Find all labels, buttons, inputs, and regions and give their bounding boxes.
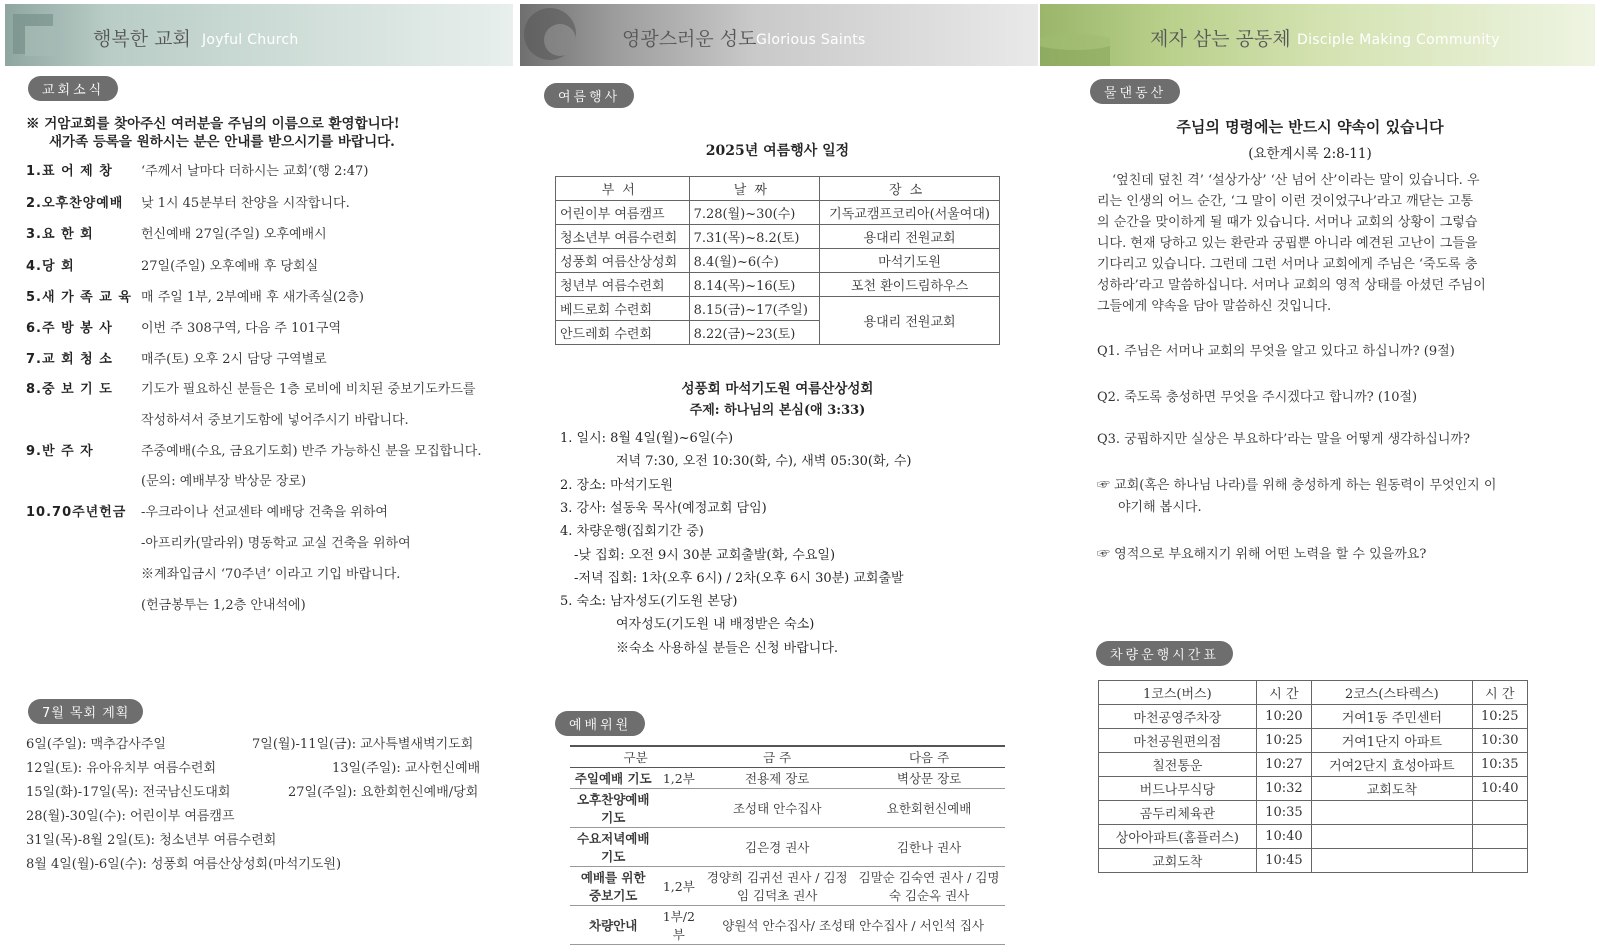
paragraph-line: 기다리고 있습니다. 그런데 그런 서머나 교회에게 주님은 ‘죽도록 충 [1097, 257, 1478, 272]
retreat-line: ※숙소 사용하실 분들은 신청 바랍니다. [616, 640, 839, 656]
table-cell: 8.4(월)~6(수) [689, 249, 820, 273]
table-cell [1312, 801, 1472, 825]
news-item-text: 주중예배(수요, 금요기도회) 반주 가능하신 분을 모집합니다. [141, 444, 482, 459]
news-item-label: 7.교 회 청 소 [26, 352, 113, 367]
table-row [570, 906, 1005, 945]
retreat-line: 2. 장소: 마석기도원 [560, 477, 673, 493]
table-cell: 베드로회 수련회 [556, 297, 690, 321]
table-cell: 청소년부 여름수련회 [556, 225, 690, 249]
table-cell: 10:25 [1472, 705, 1527, 729]
table-row [1099, 801, 1528, 825]
news-item-text: (헌금봉투는 1,2층 안내석에) [141, 598, 306, 613]
plan-item: 12일(토): 유아유치부 여름수련회 [26, 761, 217, 776]
table-header: 다음 주 [853, 746, 1005, 768]
table-cell: 마천공원편의점 [1099, 729, 1257, 753]
table-cell: 오후찬양예배 기도 [570, 789, 656, 828]
pointing-hand-icon: ☞ [1097, 547, 1115, 562]
table-cell: 벽상문 장로 [853, 768, 1005, 789]
news-item-label: 2.오후찬양예배 [26, 196, 124, 211]
retreat-line: -저녁 집회: 1차(오후 6시) / 2차(오후 6시 30분) 교회출발 [574, 570, 904, 586]
banner-title: 영광스러운 성도 [622, 28, 757, 50]
retreat-line: 4. 차량운행(집회기간 중) [560, 524, 704, 540]
table-cell [1472, 801, 1527, 825]
news-item-label: 3.요 한 회 [26, 227, 94, 242]
news-item-text: 낮 1시 45분부터 찬양을 시작합니다. [141, 196, 350, 211]
section-pill-church-news: 교회소식 [28, 76, 118, 101]
table-header: 2코스(스타렉스) [1312, 681, 1472, 705]
table-cell: 7.28(월)~30(수) [689, 201, 820, 225]
section-pill-summer-events: 여름행사 [544, 83, 634, 108]
plan-item: 6일(주일): 맥추감사주일 [26, 737, 166, 752]
table-row [570, 768, 1005, 789]
plan-item: 8월 4일(월)-6일(수): 성풍회 여름산상성회(마석기도원) [26, 857, 342, 872]
table-cell: 7.31(목)~8.2(토) [689, 225, 820, 249]
news-item-text: 이번 주 308구역, 다음 주 101구역 [141, 321, 342, 336]
table-row [570, 828, 1005, 867]
paragraph-line: ‘엎친데 덮친 격’ ‘설상가상’ ‘산 넘어 산’이라는 말이 있습니다. 우 [1112, 173, 1480, 188]
discussion-2 [1097, 543, 1426, 562]
table-cell: 요한회헌신예배 [853, 789, 1005, 828]
photo-icon [5, 4, 75, 66]
question-1: Q1. 주님은 서머나 교회의 무엇을 알고 있다고 하십니까? (9절) [1097, 344, 1455, 359]
summer-schedule-table [555, 176, 1000, 345]
discussion-1-cont: 야기해 봅시다. [1118, 500, 1202, 515]
question-3: Q3. 궁핍하지만 실상은 부요하다’라는 말을 어떻게 생각하십니까? [1097, 432, 1470, 447]
news-item-label: 4.당 회 [26, 259, 75, 274]
welcome-line-1: ※ 거암교회를 찾아주신 여러분을 주님의 이름으로 환영합니다! [26, 116, 400, 132]
retreat-line: 저녁 7:30, 오전 10:30(화, 수), 새벽 05:30(화, 수) [616, 454, 912, 470]
table-cell: 수요저녁예배 기도 [570, 828, 656, 867]
table-row [570, 789, 1005, 828]
news-item [26, 255, 318, 274]
table-header: 금 주 [701, 746, 853, 768]
news-item [26, 532, 411, 551]
table-row [1099, 825, 1528, 849]
banner-subtitle: Joyful Church [202, 32, 299, 48]
table-cell: 기독교캠프코리아(서울여대) [820, 201, 1000, 225]
table-cell: 1,2부 [656, 768, 701, 789]
table-cell: 거여1동 주민센터 [1312, 705, 1472, 729]
news-item-label: 8.중 보 기 도 [26, 382, 113, 397]
table-cell [1312, 849, 1472, 873]
news-item [26, 286, 364, 305]
banner-subtitle: Glorious Saints [756, 32, 866, 48]
news-item-text: 매 주일 1부, 2부예배 후 새가족실(2층) [141, 290, 365, 305]
schedule-title: 2025년 여름행사 일정 [705, 143, 850, 159]
table-row [556, 201, 1000, 225]
table-cell: 10:27 [1256, 753, 1311, 777]
photo-icon [1040, 4, 1110, 66]
table-cell: 10:20 [1256, 705, 1311, 729]
banner-subtitle: Disciple Making Community [1297, 32, 1500, 48]
table-cell: 교회도착 [1312, 777, 1472, 801]
pointing-hand-icon: ☞ [1097, 478, 1115, 493]
news-item-text: 27일(주일) 오후예배 후 당회실 [141, 259, 319, 274]
news-item [26, 160, 368, 179]
paragraph-line: 그들에게 약속을 담아 말씀하신 것입니다. [1097, 299, 1332, 314]
table-cell: 전용제 장로 [701, 768, 853, 789]
table-cell: 마석기도원 [820, 249, 1000, 273]
news-item-text: (문의: 예배부장 박상문 장로) [141, 474, 307, 489]
retreat-theme: 주제: 하나님의 본심(애 3:33) [689, 403, 866, 418]
table-cell: 곰두리체육관 [1099, 801, 1257, 825]
news-item-label: 9.반 주 자 [26, 444, 94, 459]
news-item-text: 기도가 필요하신 분들은 1층 로비에 비치된 중보기도카드를 [141, 382, 476, 397]
table-row [556, 249, 1000, 273]
table-cell: 10:40 [1256, 825, 1311, 849]
table-row [1099, 705, 1528, 729]
bus-schedule-table [1098, 680, 1528, 873]
table-cell: 8.15(금)~17(주일) [689, 297, 820, 321]
banner-title: 행복한 교회 [93, 28, 191, 50]
paragraph-line: 성하라’라고 말씀하십니다. 서머나 교회의 영적 상태를 아셨던 주님이 [1097, 278, 1486, 293]
table-cell: 8.22(금)~23(토) [689, 321, 820, 345]
table-header: 날짜 [689, 177, 820, 201]
table-cell: 10:35 [1472, 753, 1527, 777]
section-pill-bus-schedule: 차량운행시간표 [1096, 641, 1233, 666]
table-row [570, 867, 1005, 906]
news-item [26, 317, 341, 336]
table-cell: 양원석 안수집사/ 조성태 안수집사 / 서인석 집사 [701, 906, 1005, 945]
section-pill-july-plan: 7월 목회 계획 [28, 699, 143, 724]
devotion-title: 주님의 명령에는 반드시 약속이 있습니다 [1176, 118, 1444, 136]
retreat-title: 성풍회 마석기도원 여름산상성회 [681, 381, 874, 397]
news-item [26, 440, 481, 459]
retreat-line: 여자성도(기도원 내 배정받은 숙소) [616, 617, 815, 633]
table-cell: 주일예배 기도 [570, 768, 656, 789]
news-item-text: 매주(토) 오후 2시 담당 구역별로 [141, 352, 327, 367]
table-row [1099, 729, 1528, 753]
table-row [1099, 777, 1528, 801]
paragraph-line: 의 순간을 맞이하게 될 때가 있습니다. 서머나 교회의 상황이 그렇습 [1097, 215, 1478, 230]
news-item-text: -아프리카(말라위) 명동학교 교실 건축을 위하여 [141, 536, 411, 551]
paragraph-line: 리는 인생의 어느 순간, ‘그 말이 이런 것이었구나’라고 깨닫는 고통 [1097, 194, 1474, 209]
table-cell: 버드나무식당 [1099, 777, 1257, 801]
welcome-line-2: 새가족 등록을 원하시는 분은 안내를 받으시기를 바랍니다. [49, 134, 395, 150]
news-item-text: 작성하셔서 중보기도함에 넣어주시기 바랍니다. [141, 413, 409, 428]
news-item-text: ※계좌입금시 ‘70주년’ 이라고 기입 바랍니다. [141, 567, 401, 582]
table-cell: 성풍회 여름산상성회 [556, 249, 690, 273]
news-item-label: 10.70주년헌금 [26, 505, 127, 520]
banner-disciple-community [1040, 4, 1595, 66]
table-cell [1472, 849, 1527, 873]
table-cell: 10:30 [1472, 729, 1527, 753]
retreat-line: 5. 숙소: 남자성도(기도원 본당) [560, 594, 738, 610]
table-cell: 김은경 권사 [701, 828, 853, 867]
news-item [26, 409, 409, 428]
retreat-line: -낮 집회: 오전 9시 30분 교회출발(화, 수요일) [574, 547, 836, 563]
banner-title: 제자 삼는 공동체 [1150, 28, 1291, 50]
news-item-label: 6.주 방 봉 사 [26, 321, 113, 336]
table-cell: 거여2단지 효성아파트 [1312, 753, 1472, 777]
plan-item: 7일(월)-11일(금): 교사특별새벽기도회 [252, 737, 474, 752]
table-cell: 거여1단지 아파트 [1312, 729, 1472, 753]
table-cell: 8.14(목)~16(토) [689, 273, 820, 297]
table-cell: 상아아파트(홈플러스) [1099, 825, 1257, 849]
plan-item: 15일(화)-17일(목): 전국남신도대회 [26, 785, 231, 800]
table-cell: 교회도착 [1099, 849, 1257, 873]
table-cell: 용대리 전원교회 [820, 297, 1000, 345]
section-pill-watered-garden: 물댄동산 [1090, 79, 1180, 104]
table-cell: 용대리 전원교회 [820, 225, 1000, 249]
banner-glorious-saints [520, 4, 1038, 66]
worship-committee-table [570, 745, 1005, 945]
news-item-label: 1.표 어 제 창 [26, 164, 113, 179]
table-row [1099, 753, 1528, 777]
table-cell: 칠전통운 [1099, 753, 1257, 777]
table-row [556, 297, 1000, 321]
plan-item: 28(월)-30일(수): 어린이부 여름캠프 [26, 809, 235, 824]
table-cell: 마천공영주차장 [1099, 705, 1257, 729]
news-item-text: ‘주께서 날마다 더하시는 교회’(행 2:47) [141, 164, 369, 179]
news-item [26, 192, 350, 211]
table-cell: 포천 환이드림하우스 [820, 273, 1000, 297]
photo-icon [520, 4, 590, 66]
table-cell: 어린이부 여름캠프 [556, 201, 690, 225]
news-item [26, 378, 475, 397]
table-cell: 예배를 위한 중보기도 [570, 867, 656, 906]
table-cell: 10:35 [1256, 801, 1311, 825]
plan-item: 31일(목)-8월 2일(토): 청소년부 여름수련회 [26, 833, 277, 848]
discussion-2-text: 영적으로 부요해지기 위해 어떤 노력을 할 수 있을까요? [1114, 547, 1427, 562]
news-item-text: -우크라이나 선교센타 예배당 건축을 위하여 [141, 505, 388, 520]
table-cell: 10:45 [1256, 849, 1311, 873]
news-item [26, 470, 306, 489]
table-cell: 경양희 김귀선 권사 / 김정임 김덕초 권사 [701, 867, 853, 906]
table-cell: 10:40 [1472, 777, 1527, 801]
plan-item: 13일(주일): 교사헌신예배 [332, 761, 481, 776]
discussion-1 [1097, 474, 1496, 493]
devotion-reference: (요한계시록 2:8-11) [1248, 146, 1372, 162]
table-cell: 차량안내 [570, 906, 656, 945]
table-row [556, 273, 1000, 297]
news-item-label: 5.새 가 족 교 육 [26, 290, 132, 305]
table-cell [1472, 825, 1527, 849]
table-cell: 청년부 여름수련회 [556, 273, 690, 297]
table-cell [1312, 825, 1472, 849]
table-cell: 10:32 [1256, 777, 1311, 801]
news-item-text: 헌신예배 27일(주일) 오후예배시 [141, 227, 327, 242]
retreat-line: 3. 강사: 설동욱 목사(예정교회 담임) [560, 500, 767, 516]
table-cell: 김한나 권사 [853, 828, 1005, 867]
table-cell: 조성태 안수집사 [701, 789, 853, 828]
discussion-1-text: 교회(혹은 하나님 나라)를 위해 충성하게 하는 원동력이 무엇인지 이 [1114, 478, 1497, 493]
table-cell [656, 789, 701, 828]
question-2: Q2. 죽도록 충성하면 무엇을 주시겠다고 합니까? (10절) [1097, 390, 1418, 405]
section-pill-worship-committee: 예배위원 [555, 711, 645, 736]
table-cell: 1부/2부 [656, 906, 701, 945]
retreat-line: 1. 일시: 8월 4일(월)~6일(수) [560, 431, 734, 446]
banner-joyful-church [5, 4, 513, 66]
table-cell: 안드레회 수련회 [556, 321, 690, 345]
table-row [1099, 849, 1528, 873]
table-cell: 1,2부 [656, 867, 701, 906]
news-item [26, 223, 327, 242]
table-cell [656, 828, 701, 867]
news-item [26, 594, 306, 613]
paragraph-line: 니다. 현재 당하고 있는 환란과 궁핍뿐 아니라 예견된 고난이 그들을 [1097, 236, 1478, 251]
news-item [26, 501, 388, 520]
news-item [26, 348, 327, 367]
table-header: 시 간 [1472, 681, 1527, 705]
table-cell: 10:25 [1256, 729, 1311, 753]
table-header: 부서 [556, 177, 690, 201]
table-header: 시 간 [1256, 681, 1311, 705]
news-item [26, 563, 400, 582]
table-header: 구분 [570, 746, 701, 768]
plan-item: 27일(주일): 요한회헌신예배/당회 [288, 785, 479, 800]
table-header: 장소 [820, 177, 1000, 201]
table-cell: 김말순 김숙연 권사 / 김명숙 김순옥 권사 [853, 867, 1005, 906]
table-header: 1코스(버스) [1099, 681, 1257, 705]
table-row [556, 225, 1000, 249]
